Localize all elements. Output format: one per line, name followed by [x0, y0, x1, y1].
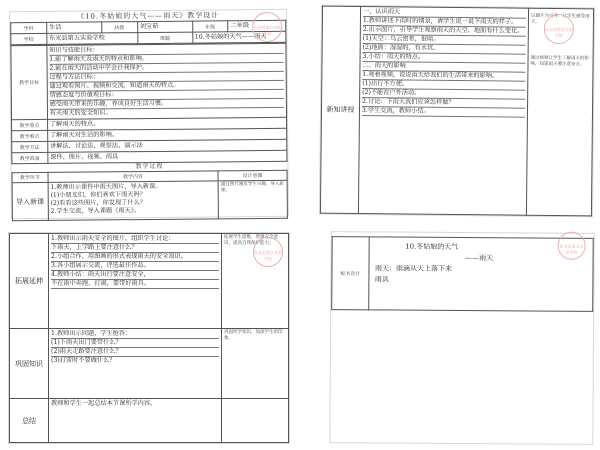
goals-label: 教学目标 — [11, 45, 47, 119]
content-line: 1.观看视频，说说雨天给我们的生活带来的影响。 — [362, 71, 525, 82]
content-line: 1.教师出示雨天安全的图片，组织学生讨论： — [51, 235, 219, 244]
consolidation-content — [49, 329, 222, 399]
process-table-cont-2 — [9, 233, 289, 443]
content-line: 3.学生交流，教师小结。 — [362, 107, 525, 118]
topic-label: 课题 — [137, 32, 192, 43]
board-design-label: 板书设计 — [332, 237, 369, 310]
content-line: (3)打雷时不要做什么？ — [51, 357, 116, 364]
lesson-plan-page-2 — [319, 5, 595, 218]
link-new-knowledge: 新知讲授 — [320, 6, 360, 213]
content-line: (2)地面：湿湿的，有水坑。 — [363, 44, 526, 55]
board-design-table — [331, 236, 594, 312]
teacher-label: 执教 — [101, 22, 137, 33]
goals-content — [47, 43, 287, 119]
intent-line: 通过视频让学生了解雨天的影响，知道雨天要注意安全。 — [530, 55, 590, 68]
content-line: (2)看看这些图片，你发现了什么？ — [50, 199, 146, 207]
difficulty-label: 教学难点 — [12, 130, 48, 141]
link-summary: 总结 — [10, 399, 49, 443]
summary-intent — [222, 399, 289, 443]
process-heading: 教学过程 — [135, 162, 164, 171]
board-line: 雨天：雨滴从天上落下来 — [374, 264, 453, 273]
goals-table — [10, 43, 287, 164]
content-line: (1)出行不方便。 — [362, 80, 525, 91]
content-line: 不在雨中奔跑、打闹，要带好雨具。 — [51, 280, 219, 289]
goal-line: 感受雨天带来的乐趣，养成良好生活习惯。 — [50, 99, 284, 110]
content-line: 4.教师小结：雨天出行要注意安全， — [51, 271, 219, 280]
link-extension: 拓展延伸 — [10, 234, 49, 329]
content-line: (1)小朋友们，你们喜欢下雨天吗？ — [50, 191, 146, 199]
method-label: 教学方法 — [12, 141, 48, 152]
process-table — [12, 170, 288, 221]
col-content-header: 教学内容 — [48, 171, 219, 182]
content-line: 二、雨天的影响 — [362, 62, 525, 73]
school-seal: 东光县第五实验学校 — [253, 237, 283, 267]
extension-intent: 拓展学生思维，增强安全意识，提高自我保护能力。 — [222, 234, 289, 329]
key-label: 教学重点 — [12, 119, 48, 130]
link-consolidation: 巩固知识 — [10, 329, 49, 399]
content-line: (1)下雨天出门要带什么？ — [51, 339, 219, 348]
content-line: 一、认识雨天 — [363, 8, 526, 19]
subject-label: 学科 — [11, 22, 47, 33]
intro-intent: 通过图片激发学生兴趣，导入新课。 — [218, 180, 287, 219]
summary-content: 教师和学生一起总结本节课所学内容。 — [49, 399, 222, 443]
school-value: 东光县第五实验学校 — [47, 33, 138, 45]
intent-line: 以图片为引导，让学生感受雨天。 — [530, 13, 590, 25]
goal-line: 1.能了解雨天及雨天的特点和影响。 — [49, 54, 283, 65]
goal-line: 过程与方法目标： — [49, 72, 283, 83]
board-line: 雨具 — [374, 275, 389, 284]
prep-label: 教学准备 — [12, 152, 48, 163]
info-table — [10, 20, 286, 45]
goal-line: 有关雨天的安全知识。 — [49, 109, 112, 117]
intro-content — [48, 181, 219, 220]
link-intro: 导入新课 — [12, 182, 48, 220]
content-line: (2)雨天走路要注意什么？ — [51, 348, 219, 357]
content-line: 2.学生交流，导入课题《雨天》。 — [50, 207, 141, 215]
content-line: 3.小结：雨天的特点。 — [362, 53, 525, 64]
content-line: 2.出示图片，引导学生观察雨天的天空、地面有什么变化。 — [363, 26, 526, 37]
board-line: 10.冬姑娘的天气 — [405, 242, 459, 251]
col-link-header: 教学环节 — [12, 172, 48, 182]
grade-label: 年级 — [192, 21, 228, 32]
topic-value: 10.冬姑娘的天气——雨天 — [192, 31, 286, 43]
board-line: ——雨天 — [465, 254, 494, 263]
goal-line: 情感态度与价值观目标： — [50, 90, 284, 101]
prep-value: 课件、图片、视频、雨具 — [48, 150, 287, 163]
lesson-plan-page-1 — [9, 9, 289, 219]
content-line: 2.讨论：下雨天我们应该怎样做？ — [362, 98, 525, 109]
content-line: 2.小组合作，用图画的形式表现雨天的安全知识。 — [51, 253, 219, 262]
content-line: 3.各小组展示交流，评选最佳作品。 — [51, 262, 219, 271]
goal-line: 知识与技能目标： — [49, 45, 283, 56]
new-knowledge-content — [358, 6, 528, 215]
subject-value: 生活 — [46, 22, 101, 33]
content-line: (1)天空：乌云密布，很暗。 — [363, 35, 526, 46]
page-title: 《10.冬姑娘的大气——雨天》教学设计 — [77, 11, 220, 21]
col-intent-header: 设计意图 — [218, 170, 287, 181]
consolidation-intent: 巩固所学知识，加深学生的印象。 — [222, 329, 289, 399]
content-line: 1.教师出示问题，学生抢答： — [51, 330, 219, 339]
difficulty-value: 了解雨天对生活的影响。 — [47, 128, 286, 141]
method-value: 讲解法、讨论法、观察法、演示法 — [47, 139, 286, 152]
teacher-value: 刘宝茹 — [137, 21, 192, 32]
lesson-plan-page-3 — [8, 232, 290, 444]
goal-line: 通过观看图片、视频和交流，知道雨天的特点。 — [49, 81, 283, 92]
school-label: 学校 — [11, 33, 47, 44]
content-line: (2)不能在户外活动。 — [362, 89, 525, 100]
content-line: 下雨天，上学路上要注意什么？ — [51, 244, 219, 253]
grade-value: 二年级 — [228, 20, 286, 32]
content-line: 1.教师讲述下雨时的情景，请学生说一说下雨天的样子。 — [363, 17, 526, 28]
school-seal: 东光县第五实验学校 — [544, 14, 574, 44]
content-line: 1.教师出示课件中雨天图片，导入新课。 — [50, 182, 162, 191]
key-value: 了解雨天的特点。 — [47, 117, 286, 130]
goal-line: 2.能在雨天的活动中学会自我保护。 — [49, 63, 283, 74]
school-seal: 东光县第五实验学校 — [558, 232, 586, 260]
lesson-plan-page-4 — [329, 231, 594, 445]
school-seal: 东光县第五实验学校 — [252, 12, 282, 42]
extension-content — [49, 234, 222, 329]
